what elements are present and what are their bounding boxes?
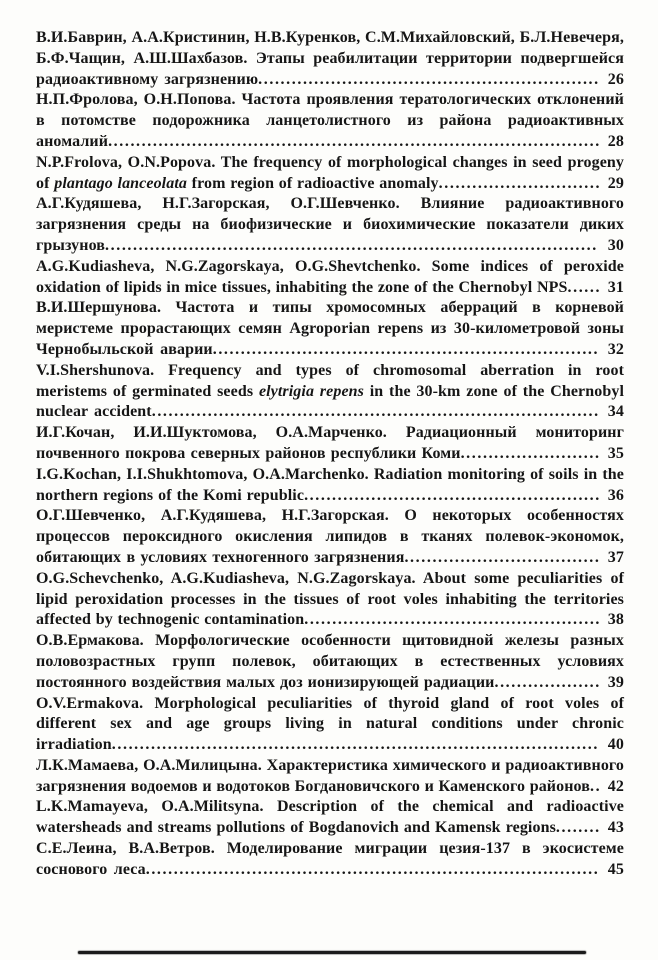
toc-entry [36,694,624,756]
dot-leader: ................................... [404,548,601,566]
dot-leader: ............................. [438,174,602,192]
dot-leader: ........................................................................................ [105,236,598,254]
toc-entry [36,153,624,195]
entry-text-segment: in the 30-km zone of the Chernobyl nuclear accident [36,382,624,421]
entry-text-segment: A.G.Kudiasheva, N.G.Zagorskaya, O.G.Shevtchenko. Some indices of peroxide oxidation of lipids in mice tissues, inhabiting the zone of the Chernobyl NPS [36,257,624,296]
entry-text [36,757,624,795]
entry-text-segment: O.G.Schevchenko, A.G.Kudiasheva, N.G.Zagorskaya. About some peculiarities of lipid peroxidation processes in the tissues of root voles inhabiting the territories affected by technogenic contamination [36,569,624,629]
toc-entry [36,839,624,881]
toc-entry [36,194,624,256]
toc-entry [36,506,624,568]
entry-text-segment: V.I.Shershunova. Frequency and types of chromosomal aberration in root meristems of germinated seeds [36,361,624,400]
toc-entry [36,631,624,693]
entry-text-segment: В.И.Шершунова. Частота и типы хромосомных аберраций в корневой меристеме прорастающих семян Agroporian repens из 30-километровой зоны Чернобыльской аварии [36,299,624,358]
dot-leader: ..................................................... [304,486,601,504]
entry-text-segment: I.G.Kochan, I.I.Shukhtomova, O.A.Marchenko. Radiation monitoring of soils in the northern regions of the Komi republic [36,465,624,504]
toc-entry [36,797,624,839]
page-number: 39 [607,673,624,691]
entry-text-segment: Н.П.Фролова, О.Н.Попова. Частота проявления тератологических отклонений в потомстве подорожника ланцетолистного из района радиоактивных аномалий [36,91,624,150]
page-number: 42 [607,777,624,795]
entry-text-segment: O.V.Ermakova. Morphological peculiarities of thyroid gland of root voles of different sex and age groups living in natural conditions under chronic irradiation [36,694,624,754]
toc-entry [36,257,624,299]
dot-leader: ......................... [460,444,601,462]
entry-text [36,258,624,296]
page-number: 35 [607,444,624,462]
page-number: 38 [607,611,624,629]
toc-entry [36,569,624,631]
toc-entry [36,465,624,507]
dot-leader: .. [589,777,602,795]
toc-entry [36,90,624,152]
entry-text-segment: О.В.Ермакова. Морфологические особенности щитовидной железы разных половозрастных групп полевок, обитающих в естественных условиях постоянного воздействия малых доз ионизирующей радиации [36,632,624,691]
page-number: 36 [607,486,624,504]
page-number: 26 [607,70,624,88]
entry-text [36,798,624,836]
entry-text-segment: О.Г.Шевченко, А.Г.Кудяшева, Н.Г.Загорская. О некоторых особенностях процессов пероксидного окисления липидов в тканях полевок-экономок, обитающих в условиях техногенного загрязнения [36,507,624,566]
scan-artifact-line [78,951,586,954]
entry-text-segment: В.И.Баврин, А.А.Кристинин, Н.В.Куренков, С.М.Михайловский, Б.Л.Невечеря, Б.Ф.Чащин, А.Ш.Шахбазов. Этапы реабилитации территории подвергшейся радиоактивному загрязнению [36,29,624,88]
dot-leader: ................................................................................ [151,403,600,421]
page-number: 34 [607,403,624,421]
page-number: 30 [607,236,624,254]
dot-leader: ..................................................... [304,611,602,629]
dot-leader: ................................................................................. [145,860,600,878]
page-number: 32 [607,340,624,358]
toc-entry [36,28,624,90]
page-number: 43 [607,819,624,837]
dot-leader: ................... [494,673,601,691]
entry-text-segment: А.Г.Кудяшева, Н.Г.Загорская, О.Г.Шевченко. Влияние радиоактивного загрязнения среды на биофизические и биохимические показатели диких грызунов [36,195,624,254]
page-number: 31 [607,278,624,296]
toc-list [36,28,624,881]
page-number: 29 [607,174,624,192]
page-number: 40 [607,736,624,754]
entry-text-segment: С.Е.Леина, В.А.Ветров. Моделирование миграции цезия-137 в экосистеме соснового леса [36,840,624,878]
toc-entry [36,423,624,465]
dot-leader: ...... [567,278,602,296]
entry-text-segment: И.Г.Кочан, И.И.Шуктомова, О.А.Марченко. Радиационный мониторинг почвенного покрова северных районов республики Коми [36,424,624,462]
page-number: 37 [607,548,624,566]
page-number: 45 [607,860,624,878]
dot-leader: ........ [555,819,601,837]
entry-text-latin-name: plantago lanceolata [54,174,187,192]
entry-text-segment: N.P.Frolova, O.N.Popova. The frequency of morphological changes in seed progeny of [36,153,624,192]
toc-entry [36,361,624,423]
dot-leader: ........................................................................................ [108,132,601,150]
entry-text-segment: L.K.Mamayeva, O.A.Militsyna. Description of the chemical and radioactive watersheads and streams pollutions of Bogdanovich and Kamensk regions [36,798,624,837]
dot-leader: ....................................................................................... [111,736,599,754]
toc-entry [36,298,624,360]
entry-text-segment: Л.К.Мамаева, О.А.Милицына. Характеристика химического и радиоактивного загрязнения водоемов и водотоков Богдановичского и Каменского районов [36,756,624,795]
entry-text-segment: from region of radioactive anomaly [186,174,439,192]
page-number: 28 [607,132,624,150]
entry-text-latin-name: elytrigia repens [258,382,364,400]
dot-leader: ..................................................................... [212,340,600,358]
toc-entry [36,756,624,798]
dot-leader: ............................................................. [258,70,600,88]
